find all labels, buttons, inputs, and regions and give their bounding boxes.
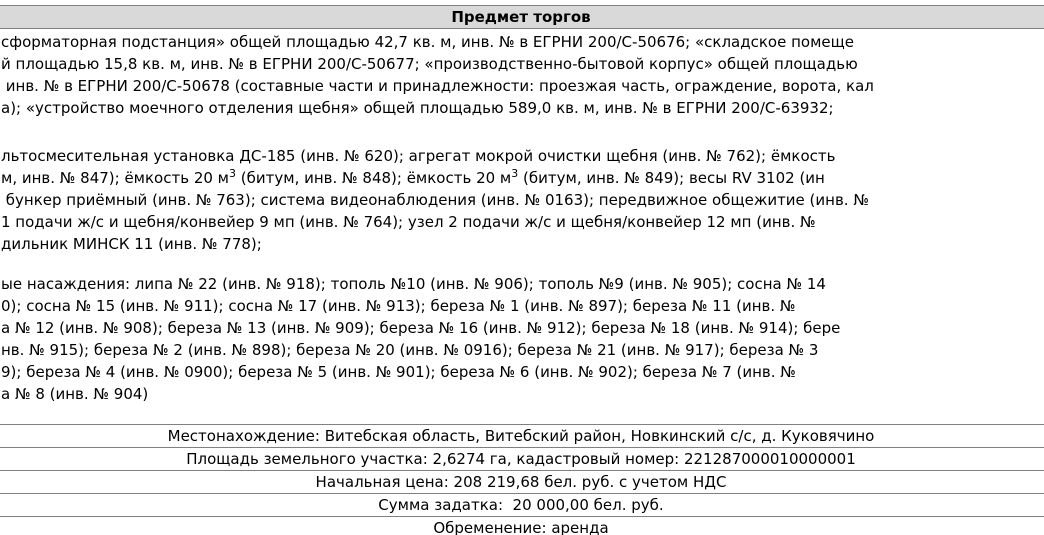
desc-line: дильник МИНСК 11 (инв. № 778); [1, 235, 262, 253]
lot-table [0, 5, 1044, 535]
superscript: 3 [229, 167, 237, 180]
desc-line: 0); сосна № 15 (инв. № 911); сосна № 17 (инв. № 913); береза № 1 (инв. № 897); береза № 11 (инв. № [1, 297, 796, 315]
header-row [0, 6, 1044, 29]
superscript: 3 [511, 167, 519, 180]
desc-fragment: м, инв. № 847); ёмкость 20 м [1, 169, 230, 187]
encumbrance-text: Обременение: аренда [0, 517, 1044, 535]
desc-line: 9); береза № 4 (инв. № 0900); береза № 5 (инв. № 901); береза № 6 (инв. № 902); береза № 7 (инв. № [1, 363, 796, 381]
desc-fragment: (битум, инв. № 848); ёмкость 20 м [236, 169, 512, 187]
deposit-text: Сумма задатка: 20 000,00 бел. руб. [0, 494, 1044, 517]
desc-line: льтосмесительная установка ДС-185 (инв. № 620); агрегат мокрой очистки щебня (инв. № 762); ёмкость [1, 147, 836, 165]
price-row [0, 471, 1044, 494]
subject-description [0, 29, 1044, 425]
deposit-row [0, 494, 1044, 517]
land-area-text: Площадь земельного участка: 2,6274 га, кадастровый номер: 221287000010000001 [0, 448, 1044, 471]
desc-line: бункер приёмный (инв. № 763); система видеонаблюдения (инв. № 0163); передвижное общежитие (инв. № [1, 191, 869, 209]
desc-line: сформаторная подстанция» общей площадью 42,7 кв. м, инв. № в ЕГРНИ 200/С-50676; «складское помеще [1, 33, 854, 51]
starting-price-text: Начальная цена: 208 219,68 бел. руб. с учетом НДС [0, 471, 1044, 494]
description-row [0, 29, 1044, 425]
desc-line: а № 8 (инв. № 904) [1, 385, 149, 403]
desc-line [1, 167, 825, 189]
desc-line: а № 12 (инв. № 908); береза № 13 (инв. № 909); береза № 16 (инв. № 912); береза № 18 (инв. № 914); бере [1, 319, 841, 337]
subject-heading: Предмет торгов [0, 6, 1044, 29]
encumbrance-row [0, 517, 1044, 535]
desc-line: а); «устройство моечного отделения щебня» общей площадью 589,0 кв. м, инв. № в ЕГРНИ 200/С-63932; [1, 99, 834, 117]
desc-line: ые насаждения: липа № 22 (инв. № 918); тополь №10 (инв. № 906); тополь №9 (инв. № 905); сосна № 14 [1, 275, 826, 293]
desc-line: нв. № 915); береза № 2 (инв. № 898); береза № 20 (инв. № 0916); береза № 21 (инв. № 917); береза № 3 [1, 341, 819, 359]
desc-line: й площадью 15,8 кв. м, инв. № в ЕГРНИ 200/С-50677; «производственно-бытовой корпус» общей площадью [1, 55, 858, 73]
location-text: Местонахождение: Витебская область, Витебский район, Новкинский с/с, д. Куковячино [0, 425, 1044, 448]
location-row [0, 425, 1044, 448]
area-row [0, 448, 1044, 471]
desc-fragment: (битум, инв. № 849); весы RV 3102 (ин [518, 169, 825, 187]
desc-line: 1 подачи ж/с и щебня/конвейер 9 мп (инв. № 764); узел 2 подачи ж/с и щебня/конвейер 12 мп (инв. № [1, 213, 816, 231]
desc-line: инв. № в ЕГРНИ 200/С-50678 (составные части и принадлежности: проезжая часть, ограждение, ворота, кал [1, 77, 874, 95]
